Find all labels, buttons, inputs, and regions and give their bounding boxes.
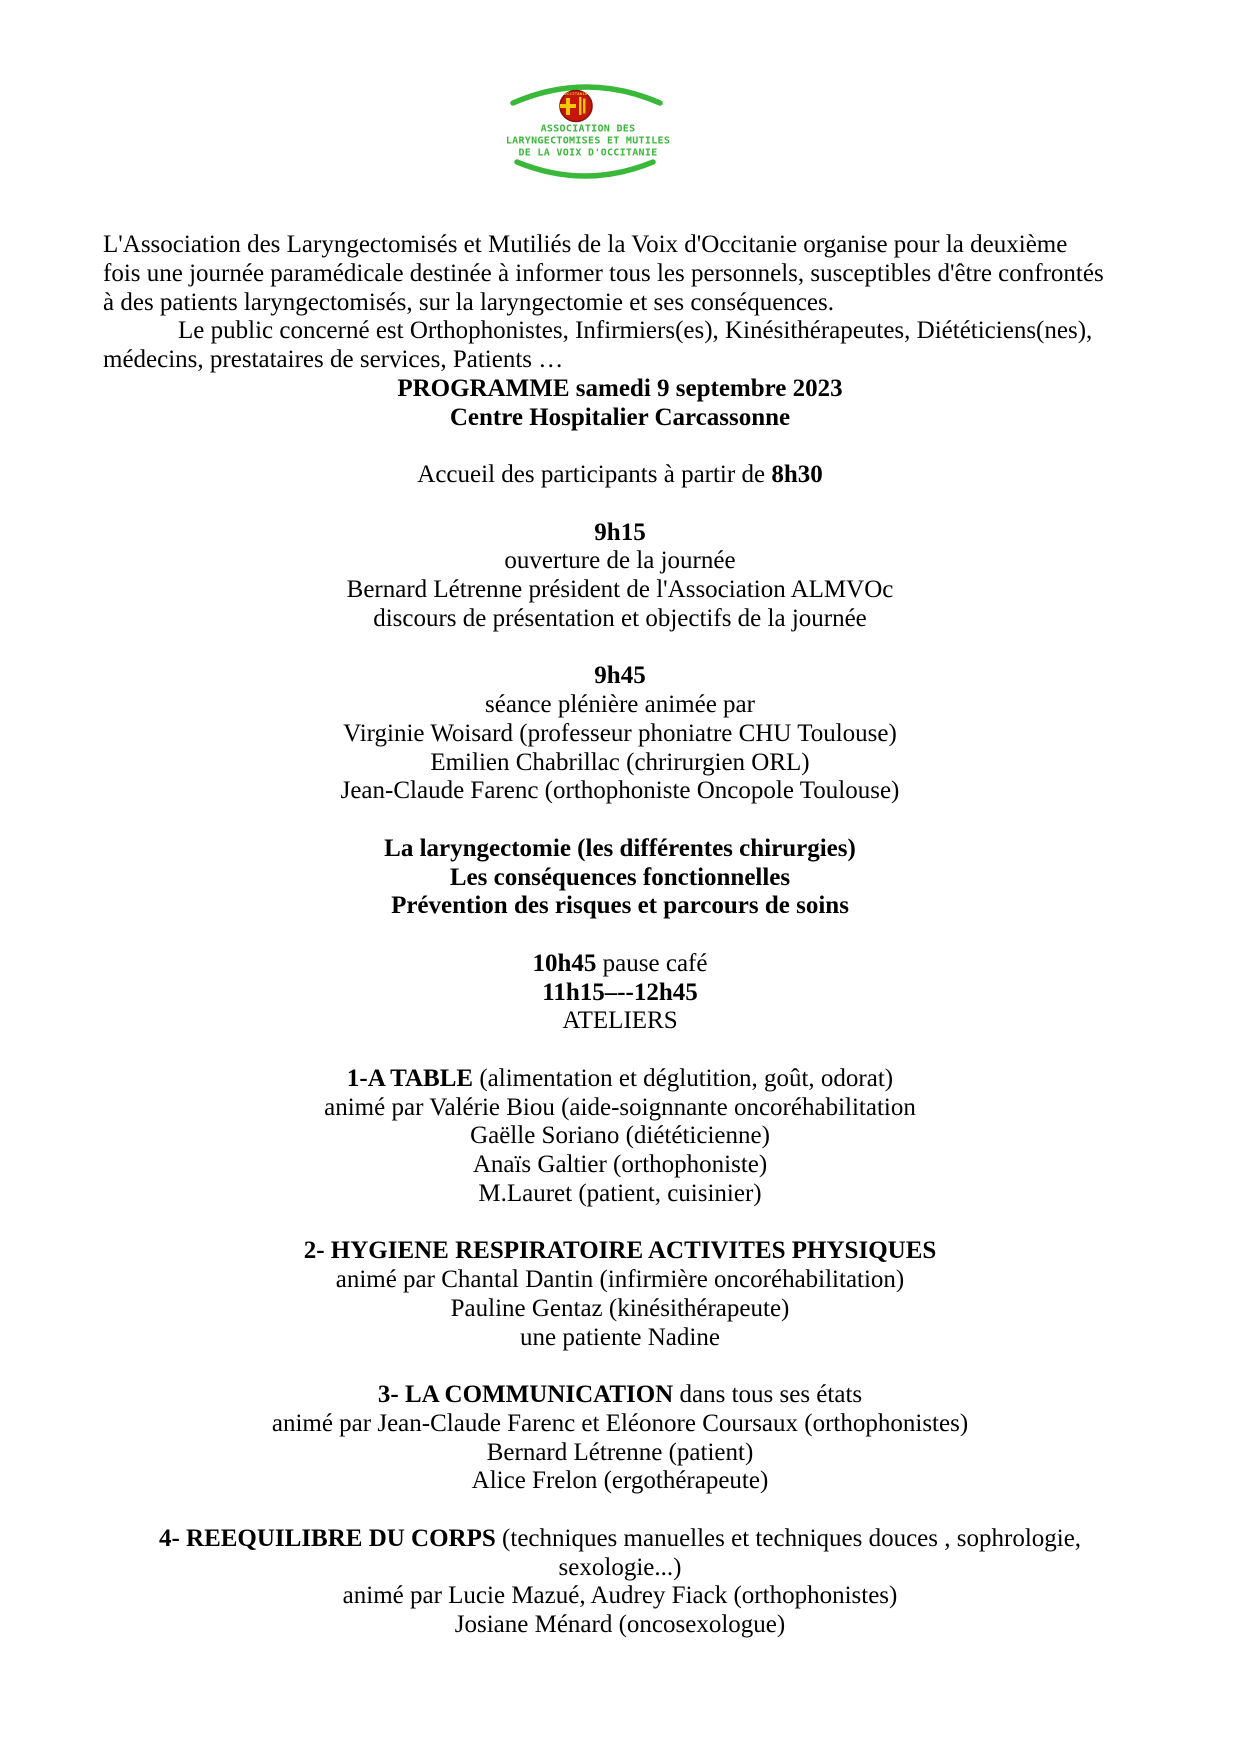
text-run: Centre Hospitalier Carcassonne	[449, 403, 791, 431]
program-line	[103, 1439, 1137, 1468]
intro-line: à des patients laryngectomisés, sur la laryngectomie et ses conséquences.	[103, 288, 835, 316]
text-run: pause café	[596, 949, 708, 977]
text-run: 8h30	[771, 461, 823, 488]
program-line	[103, 720, 1137, 749]
program-body	[103, 375, 1137, 1640]
program-line	[103, 605, 1137, 634]
program-line	[103, 1554, 1137, 1583]
program-line	[103, 1122, 1137, 1151]
intro-line: fois une journée paramédicale destinée à informer tous les personnels, susceptibles d'être confrontés	[103, 259, 1104, 287]
logo-text-line: ASSOCIATION DES	[540, 123, 636, 135]
program-line	[103, 892, 1137, 921]
text-run: sexologie...)	[558, 1553, 682, 1581]
text-run: une patiente Nadine	[520, 1323, 720, 1351]
text-run: 9h15	[594, 518, 646, 546]
text-run: dans tous ses états	[673, 1381, 863, 1408]
blank-line	[103, 806, 1137, 835]
program-line	[103, 1180, 1137, 1209]
program-line	[103, 777, 1137, 806]
blank-line	[103, 1209, 1137, 1238]
program-line	[103, 691, 1137, 720]
text-run: 2- HYGIENE RESPIRATOIRE ACTIVITES PHYSIQUES	[303, 1237, 937, 1265]
program-line	[103, 950, 1137, 979]
text-run: 1-A TABLE	[346, 1064, 474, 1092]
program-line	[103, 864, 1137, 893]
program-line	[103, 662, 1137, 691]
text-run: Jean-Claude Farenc (orthophoniste Oncopole Toulouse)	[340, 777, 900, 805]
program-line	[103, 404, 1137, 433]
program-line	[103, 1007, 1137, 1036]
blank-line	[103, 1496, 1137, 1525]
text-run: animé par Jean-Claude Farenc et Eléonore Coursaux (orthophonistes)	[271, 1409, 969, 1437]
program-line	[103, 1324, 1137, 1353]
program-line	[103, 576, 1137, 605]
program-line	[103, 979, 1137, 1008]
blank-line	[103, 1352, 1137, 1381]
intro-line: médecins, prestataires de services, Patients …	[103, 346, 564, 373]
blank-line	[103, 432, 1137, 461]
text-run: Alice Frelon (ergothérapeute)	[471, 1467, 769, 1495]
text-run: 11h15–--12h45	[542, 978, 698, 1006]
text-run: Bernard Létrenne président de l'Association ALMVOc	[346, 576, 894, 603]
text-run: 10h45	[532, 949, 597, 977]
text-run: 3- LA COMMUNICATION	[377, 1381, 674, 1408]
text-run: 9h45	[594, 662, 646, 690]
text-run: Emilien Chabrillac (chrirurgien ORL)	[430, 748, 810, 776]
text-run: Anaïs Galtier (orthophoniste)	[472, 1151, 768, 1178]
text-run: discours de présentation et objectifs de la journée	[373, 604, 867, 632]
text-run: 4- REEQUILIBRE DU CORPS	[158, 1524, 496, 1552]
program-line	[103, 835, 1137, 864]
text-run: Virginie Woisard (professeur phoniatre CHU Toulouse)	[343, 719, 897, 747]
text-run: ATELIERS	[562, 1007, 678, 1035]
text-run: séance plénière animée par	[485, 691, 755, 718]
program-line	[103, 1582, 1137, 1611]
program-line	[103, 1467, 1137, 1496]
program-line	[103, 547, 1137, 576]
blank-line	[103, 490, 1137, 519]
program-line	[103, 1151, 1137, 1180]
blank-line	[103, 1036, 1137, 1065]
program-line	[103, 375, 1137, 404]
text-run: Prévention des risques et parcours de soins	[391, 892, 849, 920]
text-run: La laryngectomie (les différentes chirurgies)	[384, 834, 856, 862]
program-line	[103, 1410, 1137, 1439]
blank-line	[103, 634, 1137, 663]
intro-line: Le public concerné est Orthophonistes, Infirmiers(es), Kinésithérapeutes, Diététiciens(nes),	[178, 317, 1093, 345]
text-run: Pauline Gentaz (kinésithérapeute)	[450, 1294, 790, 1322]
text-run: Bernard Létrenne (patient)	[486, 1438, 754, 1466]
text-run: ouverture de la journée	[504, 547, 736, 575]
blank-line	[103, 921, 1137, 950]
program-line	[103, 519, 1137, 548]
program-line	[103, 1381, 1137, 1410]
text-run: Gaëlle Soriano (diététicienne)	[470, 1122, 770, 1150]
program-line	[103, 749, 1137, 778]
program-line	[103, 1266, 1137, 1295]
program-line	[103, 1295, 1137, 1324]
intro-paragraph	[103, 231, 1137, 375]
program-line	[103, 1611, 1137, 1640]
program-line	[103, 461, 1137, 490]
logo-text-line: LARYNGECTOMISES ET MUTILES	[505, 135, 671, 147]
text-run: PROGRAMME samedi 9 septembre 2023	[397, 374, 843, 402]
program-line	[103, 1237, 1137, 1266]
text-run: M.Lauret (patient, cuisinier)	[478, 1179, 762, 1207]
text-run: Les conséquences fonctionnelles	[449, 863, 791, 891]
program-line	[103, 1065, 1137, 1094]
text-run: animé par Valérie Biou (aide-soignnante oncoréhabilitation	[324, 1093, 916, 1121]
program-line	[103, 1094, 1137, 1123]
text-run: animé par Chantal Dantin (infirmière oncoréhabilitation)	[335, 1266, 905, 1293]
text-run: Accueil des participants à partir de	[417, 461, 772, 488]
logo-text-line: DE LA VOIX D'OCCITANIE	[518, 147, 658, 159]
badge-text: OCCITANIE	[564, 91, 588, 96]
text-run: (alimentation et déglutition, goût, odorat)	[473, 1064, 894, 1092]
text-run: (techniques manuelles et techniques douces , sophrologie,	[495, 1524, 1082, 1552]
text-run: animé par Lucie Mazué, Audrey Fiack (orthophonistes)	[342, 1582, 898, 1610]
text-run: Josiane Ménard (oncosexologue)	[454, 1611, 786, 1638]
program-line	[103, 1525, 1137, 1554]
intro-line: L'Association des Laryngectomisés et Mutiliés de la Voix d'Occitanie organise pour la deuxième	[103, 231, 1068, 258]
